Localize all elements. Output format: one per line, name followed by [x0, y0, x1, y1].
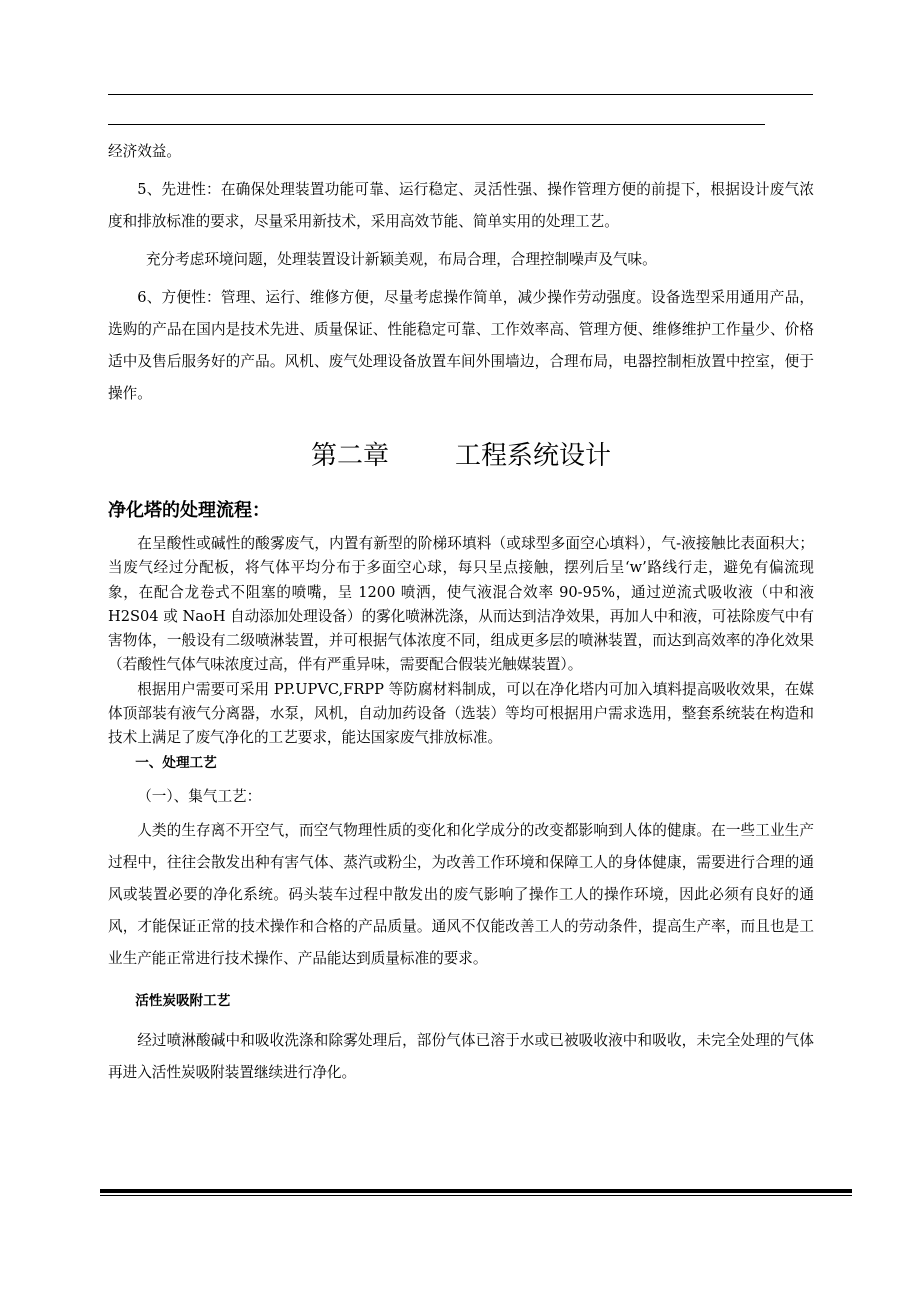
- footer-rule-thin: [100, 1195, 852, 1196]
- paragraph-convenience: 6、方便性：管理、运行、维修方便，尽量考虑操作简单，减少操作劳动强度。设备选型采用通用产品，选购的产品在国内是技术先进、质量保证、性能稳定可靠、工作效率高、管理方便、维修维护工作量少、价格适中及售后服务好的产品。风机、废气处理设备放置车间外围墙边，合理布局，电器控制柜放置中控室，便于操作。: [108, 289, 814, 402]
- paragraph-economic-benefit: 经济效益。: [108, 143, 181, 160]
- section-title: 净化塔的处理流程：: [108, 500, 270, 521]
- document-body: [108, 136, 814, 1089]
- subheading-treatment-process: 一、处理工艺: [135, 754, 217, 771]
- process-description: [108, 532, 814, 775]
- subheading-gas-collection: （一）、集气工艺：: [137, 787, 262, 805]
- footer-rule-thick: [100, 1189, 852, 1193]
- paragraph-activated-carbon: 经过喷淋酸碱中和吸收洗涤和除雾处理后，部份气体已溶于水或已被吸收液中和吸收，未完全处理的气体再进入活性炭吸附装置继续进行净化。: [108, 1031, 814, 1081]
- header-rule-top: [108, 94, 813, 95]
- paragraph-environment: 充分考虑环境问题，处理装置设计新颖美观，布局合理，合理控制噪声及气味。: [145, 251, 657, 268]
- subheading-activated-carbon: 活性炭吸附工艺: [135, 992, 231, 1009]
- paragraph-advancement: 5、先进性：在确保处理装置功能可靠、运行稳定、灵活性强、操作管理方便的前提下，根据设计废气浓度和排放标准的要求，尽量采用新技术，采用高效节能、简单实用的处理工艺。: [108, 181, 814, 230]
- paragraph-process-2: 根据用户需要可采用 PP.UPVC,FRPP 等防腐材料制成，可以在净化塔内可加入填料提高吸收效果，在媒体顶部装有液气分离器，水泵，风机，自动加药设备（选装）等均可根据用户需求选用，整套系统装在构造和技术上满足了废气净化的工艺要求，能达国家废气排放标准。: [108, 680, 814, 747]
- chapter-title: 第二章 工程系统设计: [310, 441, 612, 471]
- header-rule-second: [108, 124, 765, 125]
- paragraph-air-quality: 人类的生存离不开空气，而空气物理性质的变化和化学成分的改变都影响到人体的健康。在一些工业生产过程中，往往会散发出种有害气体、蒸汽或粉尘，为改善工作环境和保障工人的身体健康，需要进行合理的通风或装置必要的净化系统。码头装车过程中散发出的废气影响了操作工人的操作环境，因此必须有良好的通风，才能保证正常的技术操作和合格的产品质量。通风不仅能改善工人的劳动条件，提高生产率，而且也是工业生产能正常进行技术操作、产品能达到质量标准的要求。: [108, 821, 814, 967]
- paragraph-process-1: 在呈酸性或碱性的酸雾废气，内置有新型的阶梯环填料（或球型多面空心填料），气-液接触比表面积大；当废气经过分配板，将气体平均分布于多面空心球，每只呈点接触，摆列后呈‘w’路线行走，避免有偏流现象，在配合龙卷式不阻塞的喷嘴，呈 1200 喷洒，使气液混合效率 90-95%，通过逆流式吸收液（中和液 H2S04 或 NaoH 自动添加处理设备）的雾化喷淋洗涤，从而达到洁净效果，再加人中和液，可祛除废气中有害物体，一般设有二级喷淋装置，并可根据气体浓度不同，组成更多层的喷淋装置，而达到高效率的净化效果（若酸性气体气味浓度过高，伴有严重异味，需要配合假装光触媒装置）。: [108, 535, 814, 674]
